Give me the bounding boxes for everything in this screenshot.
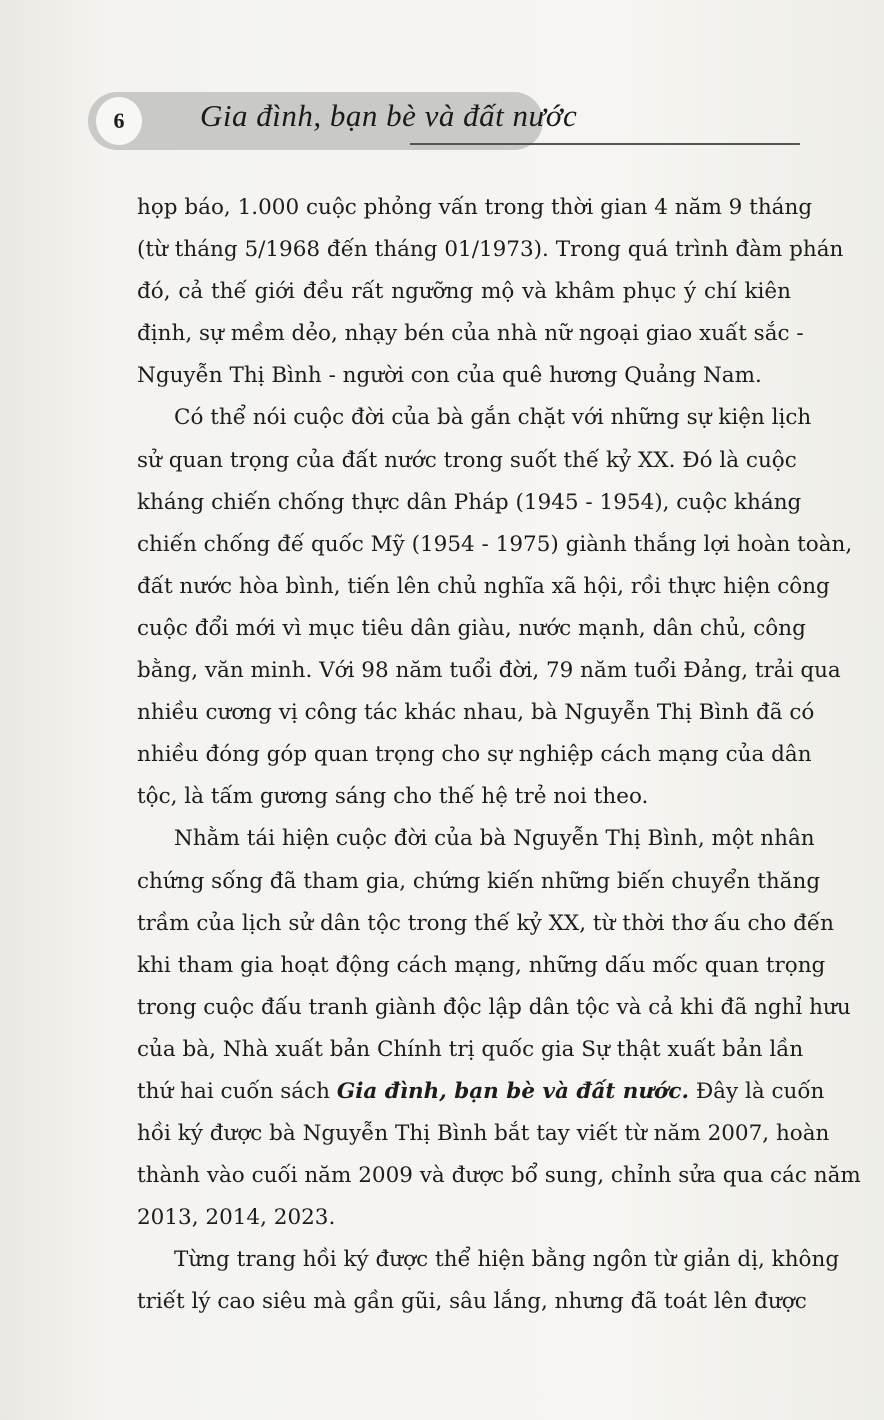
text-line: 2013, 2014, 2023. — [137, 1205, 336, 1231]
header-rule — [410, 143, 800, 145]
text-line: họp báo, 1.000 cuộc phỏng vấn trong thời gian 4 năm 9 tháng — [137, 195, 813, 220]
text-line: triết lý cao siêu mà gần gũi, sâu lắng, nhưng đã toát lên được — [137, 1289, 807, 1315]
text-line: Có thể nói cuộc đời của bà gắn chặt với những sự kiện lịch — [174, 405, 812, 431]
text-line: Nhằm tái hiện cuộc đời của bà Nguyễn Thị Bình, một nhân — [174, 826, 815, 852]
text-line: thành vào cuối năm 2009 và được bổ sung, chỉnh sửa qua các năm — [137, 1163, 861, 1189]
text-line: đất nước hòa bình, tiến lên chủ nghĩa xã hội, rồi thực hiện công — [137, 573, 830, 599]
text-line: của bà, Nhà xuất bản Chính trị quốc gia Sự thật xuất bản lần — [137, 1036, 804, 1062]
text-line: định, sự mềm dẻo, nhạy bén của nhà nữ ngoại giao xuất sắc - — [137, 321, 804, 347]
body-text — [137, 187, 861, 1324]
text-line: trầm của lịch sử dân tộc trong thế kỷ XX, từ thời thơ ấu cho đến — [137, 910, 834, 936]
text-line: khi tham gia hoạt động cách mạng, những dấu mốc quan trọng — [137, 952, 826, 978]
text-line: bằng, văn minh. Với 98 năm tuổi đời, 79 năm tuổi Đảng, trải qua — [137, 658, 841, 684]
text-line: chiến chống đế quốc Mỹ (1954 - 1975) giành thắng lợi hoàn toàn, — [137, 531, 853, 557]
text-line: đó, cả thế giới đều rất ngưỡng mộ và khâm phục ý chí kiên — [137, 279, 791, 305]
running-header-title: Gia đình, bạn bè và đất nước — [200, 98, 578, 133]
text-line: (từ tháng 5/1968 đến tháng 01/1973). Trong quá trình đàm phán — [137, 237, 844, 263]
text-line: tộc, là tấm gương sáng cho thế hệ trẻ noi theo. — [137, 784, 649, 810]
text-line: chứng sống đã tham gia, chứng kiến những biến chuyển thăng — [137, 868, 821, 894]
text-line: Từng trang hồi ký được thể hiện bằng ngôn từ giản dị, không — [174, 1247, 840, 1273]
book-title-emphasis: Gia đình, bạn bè và đất nước. — [336, 1078, 689, 1104]
text-line — [137, 1071, 825, 1113]
text-segment: thứ hai cuốn sách — [137, 1078, 337, 1104]
text-line: sử quan trọng của đất nước trong suốt thế kỷ XX. Đó là cuộc — [137, 447, 797, 473]
text-line: cuộc đổi mới vì mục tiêu dân giàu, nước mạnh, dân chủ, công — [137, 615, 806, 641]
text-line: Nguyễn Thị Bình - người con của quê hương Quảng Nam. — [137, 363, 762, 389]
page-number: 6 — [96, 97, 142, 145]
text-line: kháng chiến chống thực dân Pháp (1945 - 1954), cuộc kháng — [137, 489, 802, 515]
text-line: nhiều đóng góp quan trọng cho sự nghiệp cách mạng của dân — [137, 742, 812, 768]
text-line: hồi ký được bà Nguyễn Thị Bình bắt tay viết từ năm 2007, hoàn — [137, 1121, 830, 1147]
text-segment: Đây là cuốn — [688, 1078, 825, 1104]
text-line: nhiều cương vị công tác khác nhau, bà Nguyễn Thị Bình đã có — [137, 700, 815, 726]
text-line: trong cuộc đấu tranh giành độc lập dân tộc và cả khi đã nghỉ hưu — [137, 994, 851, 1020]
